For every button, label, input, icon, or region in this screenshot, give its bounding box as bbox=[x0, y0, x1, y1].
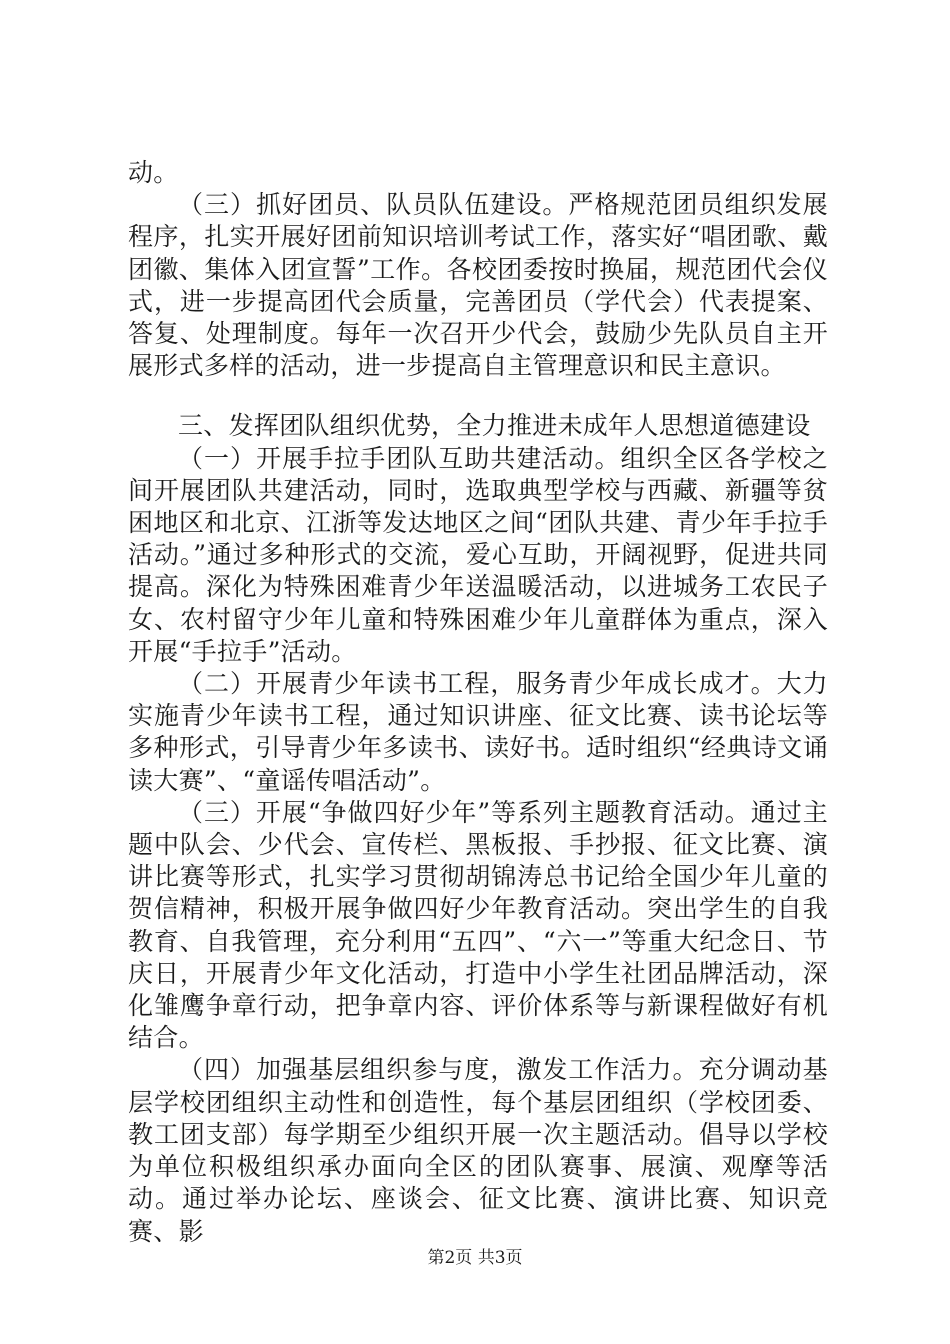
paragraph-team-building: （三）抓好团员、队员队伍建设。严格规范团员组织发展程序，扎实开展好团前知识培训考试工作，落实好“唱团歌、戴团徽、集体入团宣誓”工作。各校团委按时换届，规范团代会仪式，进一步提高团代会质量，完善团员（学代会）代表提案、答复、处理制度。每年一次召开少代会，鼓励少先队员自主开展形式多样的活动，进一步提高自主管理意识和民主意识。 bbox=[128, 190, 828, 381]
document-body bbox=[128, 157, 828, 1248]
paragraph-continuation: 动。 bbox=[128, 158, 179, 187]
paragraph-reading-project: （二）开展青少年读书工程，服务青少年成长成才。大力实施青少年读书工程，通过知识讲座、征文比赛、读书论坛等多种形式，引导青少年多读书、读好书。适时组织“经典诗文诵读大赛”、“童谣传唱活动”。 bbox=[128, 669, 828, 795]
paragraph-four-good-youth: （三）开展“争做四好少年”等系列主题教育活动。通过主题中队会、少代会、宣传栏、黑板报、手抄报、征文比赛、演讲比赛等形式，扎实学习贯彻胡锦涛总书记给全国少年儿童的贺信精神，积极开展争做四好少年教育活动。突出学生的自我教育、自我管理，充分利用“五四”、“六一”等重大纪念日、节庆日，开展青少年文化活动，打造中小学生社团品牌活动，深化雏鹰争章行动，把争章内容、评价体系等与新课程做好有机结合。 bbox=[128, 797, 828, 1053]
paragraph-hand-in-hand: （一）开展手拉手团队互助共建活动。组织全区各学校之间开展团队共建活动，同时，选取典型学校与西藏、新疆等贫困地区和北京、江浙等发达地区之间“团队共建、青少年手拉手活动。”通过多种形式的交流，爱心互助，开阔视野，促进共同提高。深化为特殊困难青少年送温暖活动，以进城务工农民子女、农村留守少年儿童和特殊困难少年儿童群体为重点，深入开展“手拉手”活动。 bbox=[128, 443, 828, 666]
section-heading-three: 三、发挥团队组织优势，全力推进未成年人思想道德建设 bbox=[178, 411, 811, 441]
paragraph-grassroots: （四）加强基层组织参与度，激发工作活力。充分调动基层学校团组织主动性和创造性，每个基层团组织（学校团委、教工团支部）每学期至少组织开展一次主题活动。倡导以学校为单位积极组织承办面向全区的团队赛事、展演、观摩等活动。通过举办论坛、座谈会、征文比赛、演讲比赛、知识竞赛、影 bbox=[128, 1055, 828, 1246]
page-footer: 第2页 共3页 bbox=[427, 1248, 523, 1268]
